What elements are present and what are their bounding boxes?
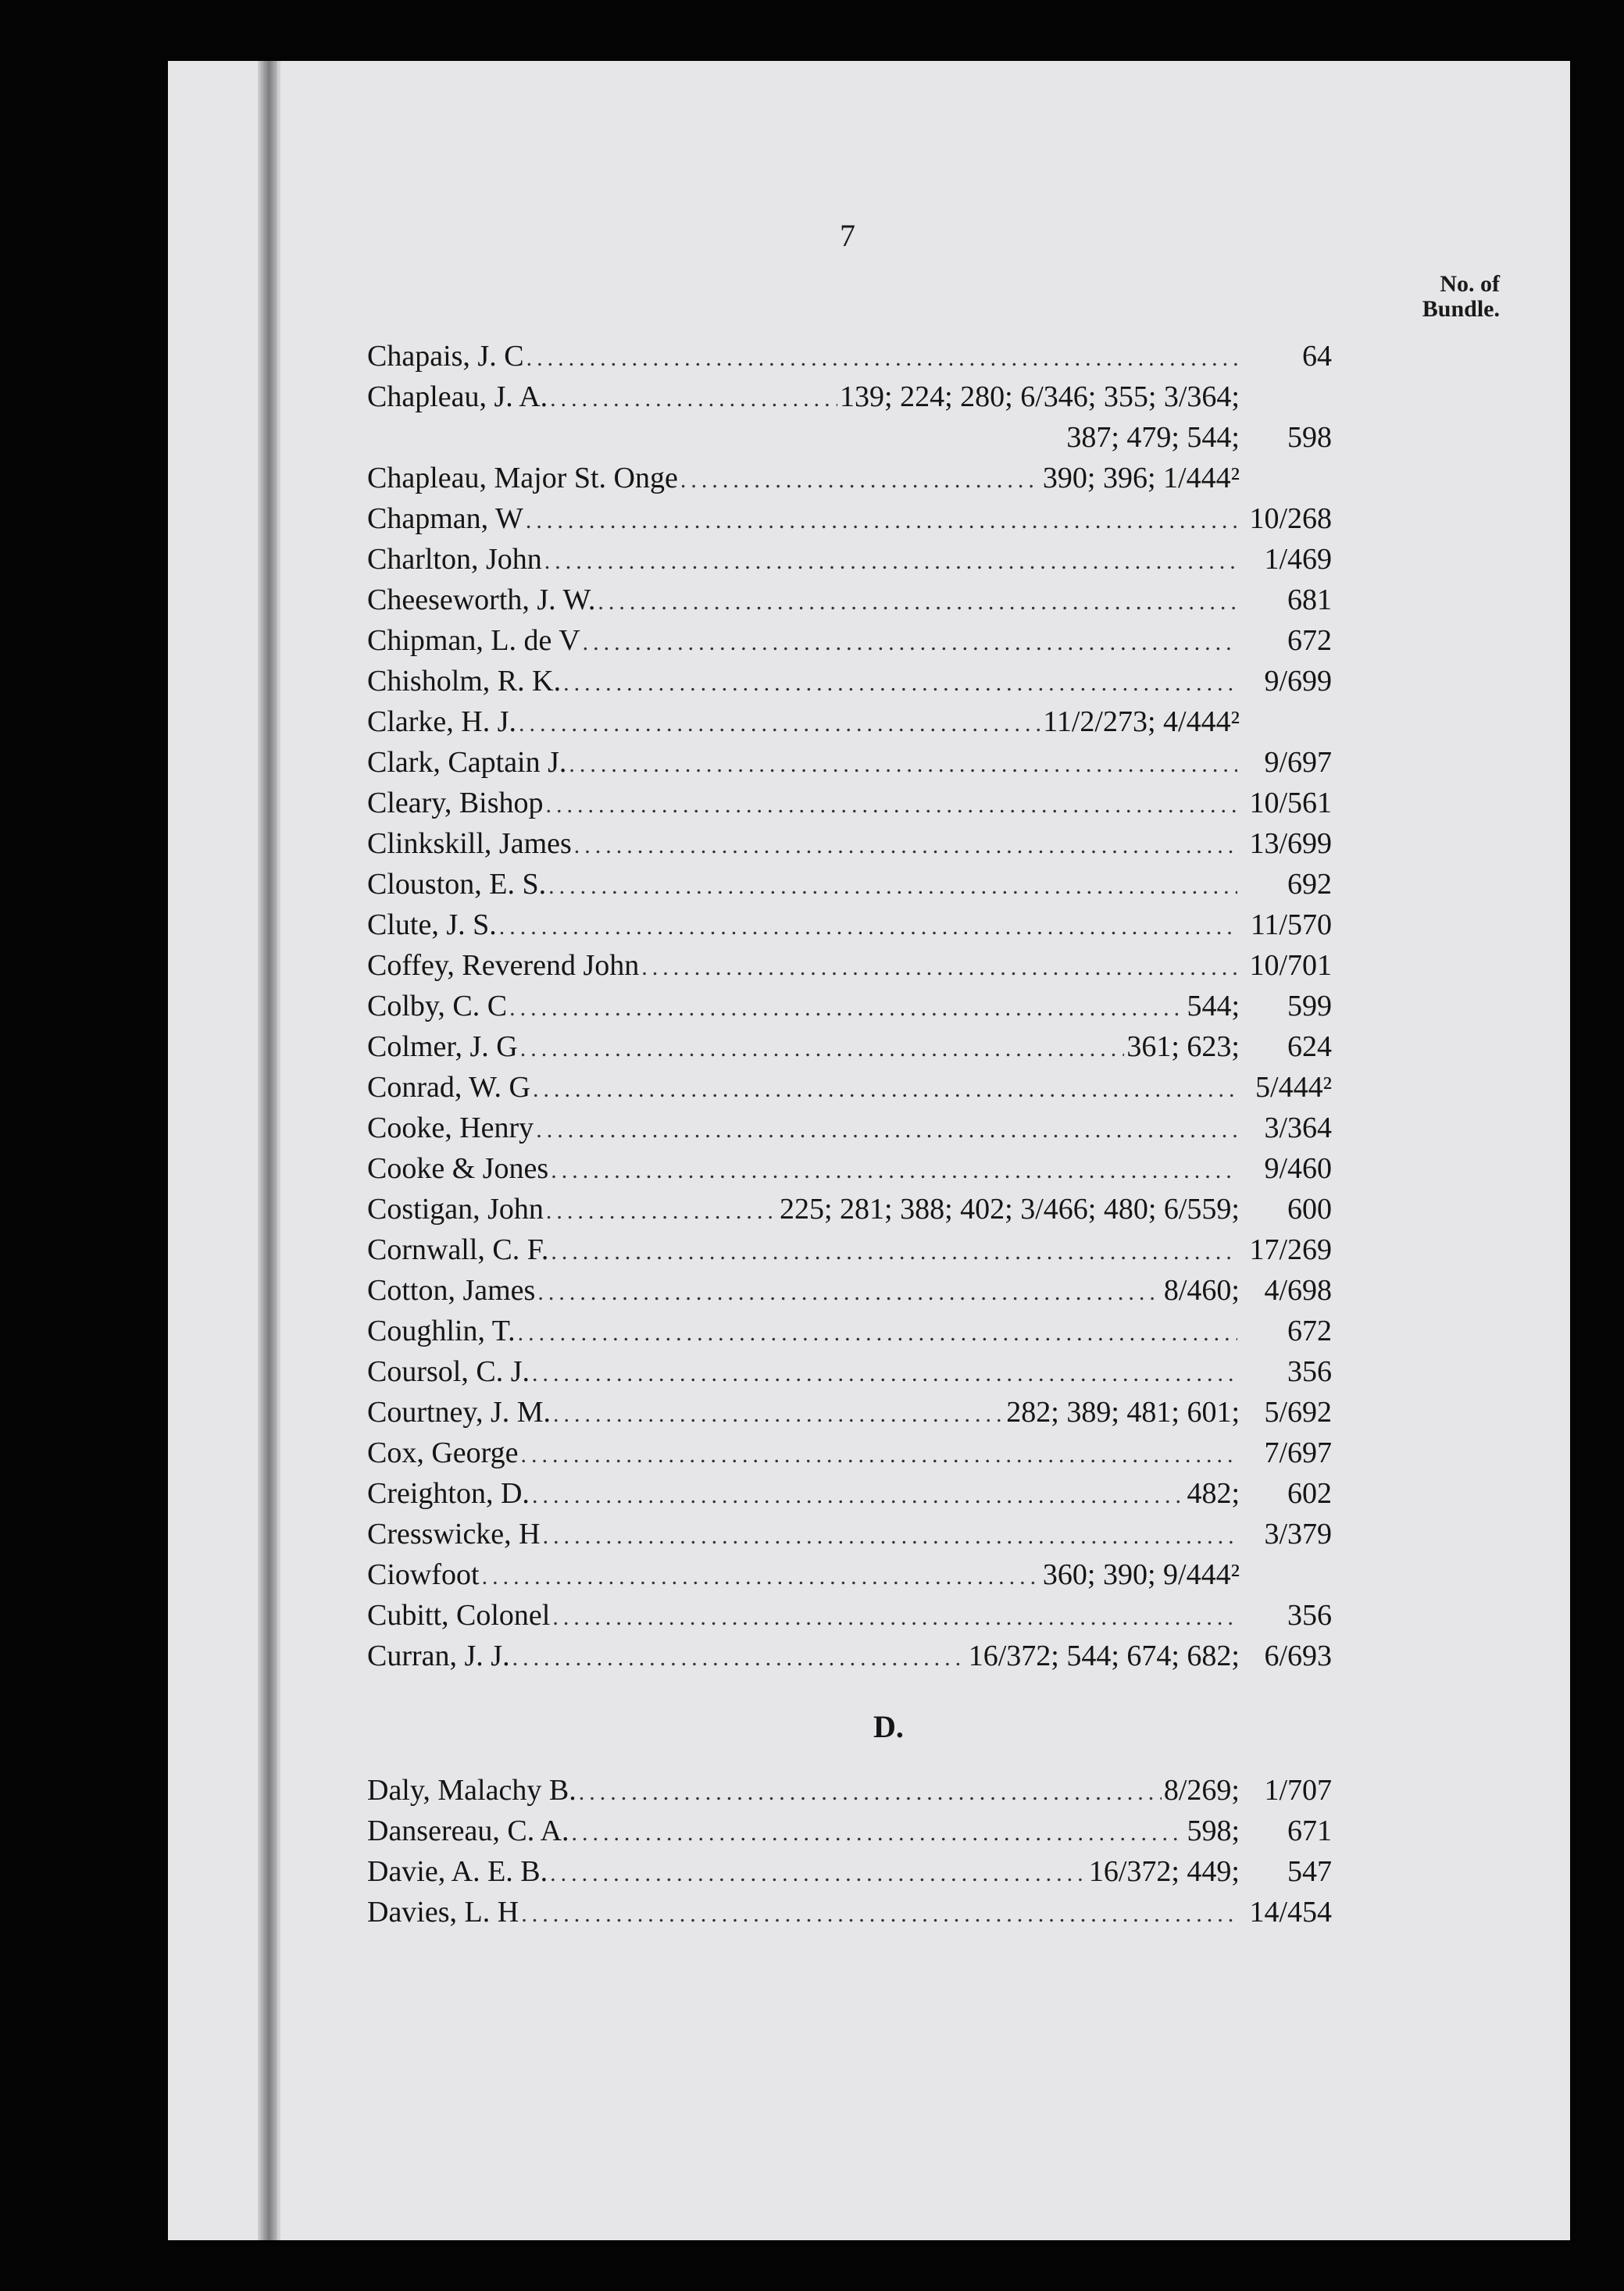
index-entry — [367, 498, 1332, 539]
entry-name: Cooke, Henry — [367, 1112, 534, 1144]
entry-name: Chipman, L. de V — [367, 624, 580, 657]
dot-leader — [552, 1597, 1237, 1638]
dot-leader — [509, 988, 1184, 1029]
entry-name: Colmer, J. G — [367, 1030, 518, 1063]
entry-bundle-number: 10/561 — [1249, 787, 1332, 819]
index-entry — [367, 417, 1332, 458]
entry-bundle-number: 4/698 — [1264, 1274, 1332, 1307]
entry-bundle-number: 672 — [1287, 1315, 1332, 1347]
dot-leader — [521, 1894, 1237, 1935]
dot-leader — [569, 744, 1237, 785]
entry-bundle-number: 3/364 — [1264, 1112, 1332, 1144]
entry-bundle-number: 6/693 — [1264, 1640, 1332, 1672]
entry-bundle-number: 9/697 — [1264, 746, 1332, 779]
entry-name: Creighton, D. — [367, 1477, 530, 1510]
entry-name: Cotton, James — [367, 1274, 536, 1307]
entry-name: Daly, Malachy B. — [367, 1774, 576, 1807]
entry-references: 360; 390; 9/444² — [1042, 1558, 1240, 1591]
dot-leader — [544, 541, 1237, 582]
column-header-line-2: Bundle. — [1422, 296, 1500, 322]
entry-references: 390; 396; 1/444² — [1042, 462, 1240, 494]
index-entry — [367, 1514, 1332, 1554]
entry-name: Courtney, J. M. — [367, 1396, 551, 1429]
entry-name: Clark, Captain J. — [367, 746, 567, 779]
binding-edge-highlight — [277, 61, 280, 2240]
entry-name: Colby, C. C — [367, 990, 508, 1022]
index-entry — [367, 661, 1332, 701]
section-d-heading: D. — [873, 1709, 904, 1744]
index-entry — [367, 1351, 1332, 1392]
dot-leader — [521, 1435, 1238, 1476]
index-entry — [367, 1473, 1332, 1514]
entry-name: Dansereau, C. A. — [367, 1815, 569, 1847]
entry-name: Cheeseworth, J. W. — [367, 583, 596, 616]
entry-name: Clute, J. S. — [367, 908, 497, 941]
entry-references: 225; 281; 388; 402; 3/466; 480; 6/559; — [779, 1193, 1240, 1226]
index-entry — [367, 1229, 1332, 1270]
entry-bundle-number: 602 — [1287, 1477, 1332, 1510]
index-entry — [367, 864, 1332, 905]
entry-name: Coffey, Reverend John — [367, 949, 640, 982]
entry-bundle-number: 3/379 — [1264, 1518, 1332, 1551]
dot-leader — [551, 1151, 1237, 1191]
entry-bundle-number: 681 — [1287, 583, 1332, 616]
dot-leader — [641, 947, 1237, 988]
entry-bundle-number: 10/701 — [1249, 949, 1332, 982]
entry-name: Chapleau, J. A. — [367, 380, 548, 413]
index-entry — [367, 1636, 1332, 1676]
entry-name: Clarke, H. J. — [367, 705, 517, 738]
entry-name: Cresswicke, H — [367, 1518, 541, 1551]
dot-leader — [512, 1638, 966, 1679]
index-entry — [367, 1892, 1332, 1932]
index-entry — [367, 945, 1332, 986]
index-entry — [367, 539, 1332, 580]
dot-leader — [533, 1069, 1237, 1110]
entry-references: 11/2/273; 4/444² — [1043, 705, 1240, 738]
index-entry — [367, 376, 1332, 417]
entry-name: Chapleau, Major St. Onge — [367, 462, 678, 494]
entry-name: Coursol, C. J. — [367, 1355, 530, 1388]
index-entry — [367, 1851, 1332, 1892]
dot-leader — [526, 338, 1237, 379]
entry-bundle-number: 11/570 — [1250, 908, 1332, 941]
index-entry — [367, 986, 1332, 1026]
index-entry — [367, 620, 1332, 661]
entry-references: 482; — [1187, 1477, 1240, 1510]
entry-bundle-number: 356 — [1287, 1599, 1332, 1632]
entry-references: 16/372; 449; — [1088, 1855, 1240, 1888]
entry-name: Chapais, J. C — [367, 340, 524, 373]
entry-bundle-number: 10/268 — [1249, 502, 1332, 535]
entry-name: Chapman, W — [367, 502, 523, 535]
dot-leader — [546, 785, 1237, 826]
entry-references: 387; 479; 544; — [1066, 421, 1240, 454]
dot-leader — [598, 582, 1237, 623]
entry-references: 139; 224; 280; 6/346; 355; 3/364; — [840, 380, 1240, 413]
entry-bundle-number: 671 — [1287, 1815, 1332, 1847]
entry-bundle-number: 600 — [1287, 1193, 1332, 1226]
entry-bundle-number: 14/454 — [1249, 1896, 1332, 1929]
entry-references: 598; — [1187, 1815, 1240, 1847]
section-d-list — [367, 1770, 1332, 1932]
dot-leader — [680, 460, 1040, 501]
dot-leader — [553, 1394, 1004, 1435]
entry-bundle-number: 1/707 — [1264, 1774, 1332, 1807]
dot-leader — [551, 1232, 1237, 1272]
entry-name: Cooke & Jones — [367, 1152, 549, 1185]
scanned-page — [168, 61, 1570, 2240]
entry-bundle-number: 1/469 — [1264, 543, 1332, 576]
index-entries — [367, 336, 1332, 1932]
entry-name: Cubitt, Colonel — [367, 1599, 551, 1632]
index-entry — [367, 905, 1332, 945]
dot-leader — [579, 1772, 1162, 1813]
entry-bundle-number: 547 — [1287, 1855, 1332, 1888]
entry-name: Charlton, John — [367, 543, 542, 576]
entry-name: Cox, George — [367, 1436, 519, 1469]
dot-leader — [482, 1557, 1040, 1597]
entry-bundle-number: 356 — [1287, 1355, 1332, 1388]
dot-leader — [550, 1854, 1087, 1894]
entry-name: Davie, A. E. B. — [367, 1855, 548, 1888]
entry-bundle-number: 13/699 — [1249, 827, 1332, 860]
dot-leader — [536, 1110, 1237, 1151]
binding-edge — [258, 61, 278, 2240]
dot-leader — [519, 704, 1040, 744]
entry-name: Costigan, John — [367, 1193, 544, 1226]
entry-references: 8/460; — [1163, 1274, 1240, 1307]
entry-bundle-number: 672 — [1287, 624, 1332, 657]
dot-leader — [583, 623, 1237, 663]
entry-references: 8/269; — [1163, 1774, 1240, 1807]
entry-references: 282; 389; 481; 601; — [1006, 1396, 1240, 1429]
column-header — [1344, 272, 1500, 322]
entry-bundle-number: 598 — [1287, 421, 1332, 454]
dot-leader — [499, 907, 1237, 947]
index-entry — [367, 1067, 1332, 1108]
index-entry — [367, 1770, 1332, 1811]
index-entry — [367, 1595, 1332, 1636]
dot-leader — [572, 1813, 1185, 1854]
entry-name: Clouston, E. S. — [367, 868, 547, 901]
index-entry — [367, 1811, 1332, 1851]
entry-bundle-number: 7/697 — [1264, 1436, 1332, 1469]
dot-leader — [518, 1313, 1237, 1354]
entry-name: Cornwall, C. F. — [367, 1233, 549, 1266]
entry-references: 544; — [1187, 990, 1240, 1022]
index-entry — [367, 1148, 1332, 1189]
entry-references: 16/372; 544; 674; 682; — [968, 1640, 1240, 1672]
entry-bundle-number: 9/460 — [1264, 1152, 1332, 1185]
entry-name: Curran, J. J. — [367, 1640, 510, 1672]
index-entry — [367, 336, 1332, 376]
dot-leader — [543, 1516, 1237, 1557]
dot-leader — [520, 1029, 1125, 1069]
entry-bundle-number: 5/444² — [1255, 1071, 1332, 1104]
index-entry — [367, 1554, 1332, 1595]
index-entry — [367, 701, 1332, 742]
index-entry — [367, 1392, 1332, 1433]
entry-bundle-number: 17/269 — [1249, 1233, 1332, 1266]
dot-leader — [526, 501, 1237, 541]
entry-name: Ciowfoot — [367, 1558, 480, 1591]
dot-leader — [574, 826, 1237, 866]
dot-leader — [532, 1476, 1185, 1516]
entry-bundle-number: 9/699 — [1264, 665, 1332, 698]
entry-bundle-number: 692 — [1287, 868, 1332, 901]
dot-leader — [532, 1354, 1237, 1394]
index-entry — [367, 1270, 1332, 1311]
page-number: 7 — [840, 218, 855, 253]
entry-bundle-number: 64 — [1302, 340, 1332, 373]
index-entry — [367, 823, 1332, 864]
dot-leader — [546, 1191, 777, 1232]
section-c-list — [367, 336, 1332, 1676]
dot-leader — [537, 1272, 1162, 1313]
entry-bundle-number: 624 — [1287, 1030, 1332, 1063]
index-entry — [367, 783, 1332, 823]
index-entry — [367, 742, 1332, 783]
index-entry — [367, 1108, 1332, 1148]
entry-name: Chisholm, R. K. — [367, 665, 562, 698]
index-entry — [367, 580, 1332, 620]
index-entry — [367, 458, 1332, 498]
entry-bundle-number: 5/692 — [1264, 1396, 1332, 1429]
entry-name: Conrad, W. G — [367, 1071, 530, 1104]
dot-leader — [563, 663, 1237, 704]
entry-name: Coughlin, T. — [367, 1315, 516, 1347]
dot-leader — [548, 866, 1237, 907]
column-header-line-1: No. of — [1440, 271, 1500, 297]
index-entry — [367, 1311, 1332, 1351]
index-entry — [367, 1189, 1332, 1229]
index-entry — [367, 1026, 1332, 1067]
entry-bundle-number: 599 — [1287, 990, 1332, 1022]
entry-name: Davies, L. H — [367, 1896, 519, 1929]
entry-name: Cleary, Bishop — [367, 787, 544, 819]
entry-references: 361; 623; — [1126, 1030, 1240, 1063]
dot-leader — [550, 379, 837, 419]
entry-name: Clinkskill, James — [367, 827, 572, 860]
index-entry — [367, 1433, 1332, 1473]
